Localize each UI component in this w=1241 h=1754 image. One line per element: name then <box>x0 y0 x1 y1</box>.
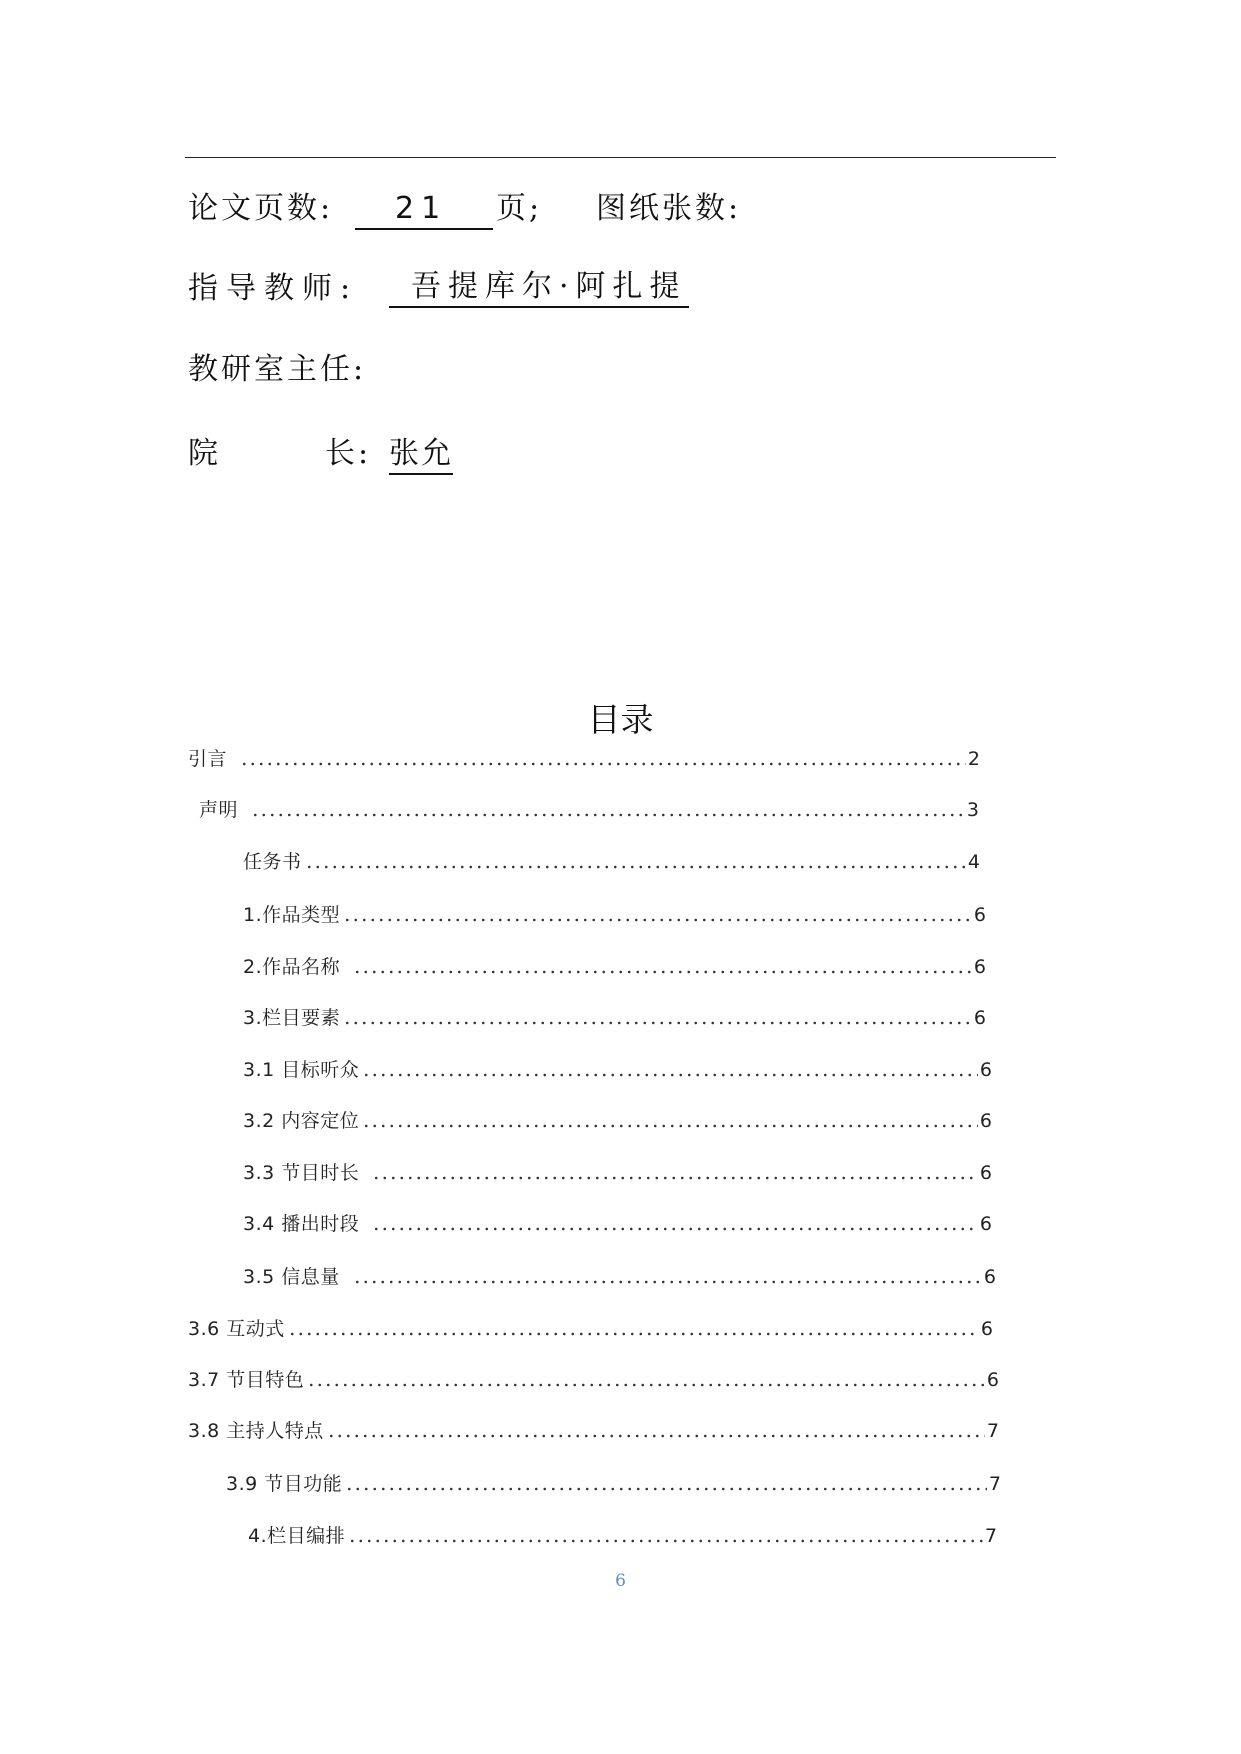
toc-entry-page: 6 <box>973 1007 986 1029</box>
toc-entry-label: 声明 <box>199 799 239 821</box>
toc-dot-leader <box>288 1332 979 1336</box>
toc-entry <box>188 1418 999 1444</box>
toc-entry-label: 1.作品类型 <box>243 904 341 926</box>
toc-dot-leader <box>305 865 966 869</box>
toc-dot-leader <box>353 970 972 974</box>
toc-dot-leader <box>251 813 965 817</box>
toc-entry <box>199 797 979 823</box>
toc-entry-label: 3.3 节目时长 <box>243 1162 360 1184</box>
director-label: 教研室主任: <box>188 352 367 387</box>
dean-value-field <box>389 435 453 473</box>
toc-entry <box>243 954 986 980</box>
toc-entry <box>243 902 986 928</box>
pages-label: 论文页数: <box>188 191 334 226</box>
toc-dot-leader <box>362 1124 978 1128</box>
top-divider <box>185 157 1056 158</box>
toc-entry-page: 6 <box>979 1059 992 1081</box>
toc-entry <box>243 1057 992 1083</box>
pages-value-field <box>355 190 493 228</box>
toc-entry-label: 3.6 互动式 <box>188 1318 285 1340</box>
toc-dot-leader <box>343 918 972 922</box>
toc-dot-leader <box>345 1487 987 1491</box>
toc-entry-label: 引言 <box>188 748 228 770</box>
dean-value: 张允 <box>389 435 453 475</box>
toc-entry <box>188 746 980 772</box>
toc-entry-page: 4 <box>967 851 980 873</box>
toc-entry <box>243 849 980 875</box>
toc-entry-page: 6 <box>979 1162 992 1184</box>
toc-dot-leader <box>307 1383 985 1387</box>
toc-entry-page: 7 <box>988 1473 1001 1495</box>
toc-entry-label: 3.2 内容定位 <box>243 1110 360 1132</box>
advisor-label: 指导教师: <box>188 271 359 306</box>
toc-entry-label: 任务书 <box>243 851 302 873</box>
toc-entry-page: 6 <box>979 1110 992 1132</box>
dean-label-second: 长: <box>325 436 372 471</box>
page-number: 6 <box>615 1571 626 1591</box>
toc-dot-leader <box>240 762 966 766</box>
toc-entry <box>243 1108 992 1134</box>
toc-entry-label: 2.作品名称 <box>243 956 341 978</box>
toc-entry-page: 3 <box>966 799 979 821</box>
toc-entry <box>248 1523 997 1549</box>
toc-entry-label: 4.栏目编排 <box>248 1525 346 1547</box>
toc-dot-leader <box>327 1434 985 1438</box>
toc-dot-leader <box>372 1227 978 1231</box>
toc-entry-label: 3.9 节目功能 <box>226 1473 343 1495</box>
toc-dot-leader <box>372 1176 978 1180</box>
toc-entry-label: 3.8 主持人特点 <box>188 1420 324 1442</box>
toc-dot-leader <box>353 1280 982 1284</box>
toc-entry <box>243 1005 986 1031</box>
toc-entry-page: 6 <box>973 956 986 978</box>
advisor-value-field <box>389 268 689 306</box>
toc-entry-page: 7 <box>984 1525 997 1547</box>
toc-entry-label: 3.4 播出时段 <box>243 1213 360 1235</box>
toc-entry-page: 6 <box>979 1213 992 1235</box>
drawings-label: 图纸张数: <box>596 191 742 226</box>
toc-entry-label: 3.5 信息量 <box>243 1266 340 1288</box>
toc-entry-page: 7 <box>986 1420 999 1442</box>
toc-entry-page: 6 <box>986 1369 999 1391</box>
dean-label-first: 院 <box>188 436 218 471</box>
toc-entry <box>243 1211 992 1237</box>
toc-entry <box>226 1471 1001 1497</box>
toc-entry <box>243 1160 992 1186</box>
advisor-value: 吾提库尔·阿扎提 <box>389 268 689 308</box>
toc-entry-page: 6 <box>983 1266 996 1288</box>
toc-entry-page: 6 <box>980 1318 993 1340</box>
toc-title: 目录 <box>587 700 654 739</box>
toc-entry-label: 3.1 目标听众 <box>243 1059 360 1081</box>
toc-entry <box>188 1367 999 1393</box>
toc-entry-page: 6 <box>973 904 986 926</box>
pages-unit: 页; <box>496 191 543 226</box>
toc-entry-page: 2 <box>967 748 980 770</box>
pages-value: 21 <box>355 190 493 230</box>
toc-entry <box>188 1316 993 1342</box>
toc-entry-label: 3.7 节目特色 <box>188 1369 305 1391</box>
toc-dot-leader <box>348 1539 983 1543</box>
toc-entry <box>243 1264 996 1290</box>
toc-dot-leader <box>362 1073 978 1077</box>
toc-entry-label: 3.栏目要素 <box>243 1007 341 1029</box>
toc-dot-leader <box>343 1021 972 1025</box>
